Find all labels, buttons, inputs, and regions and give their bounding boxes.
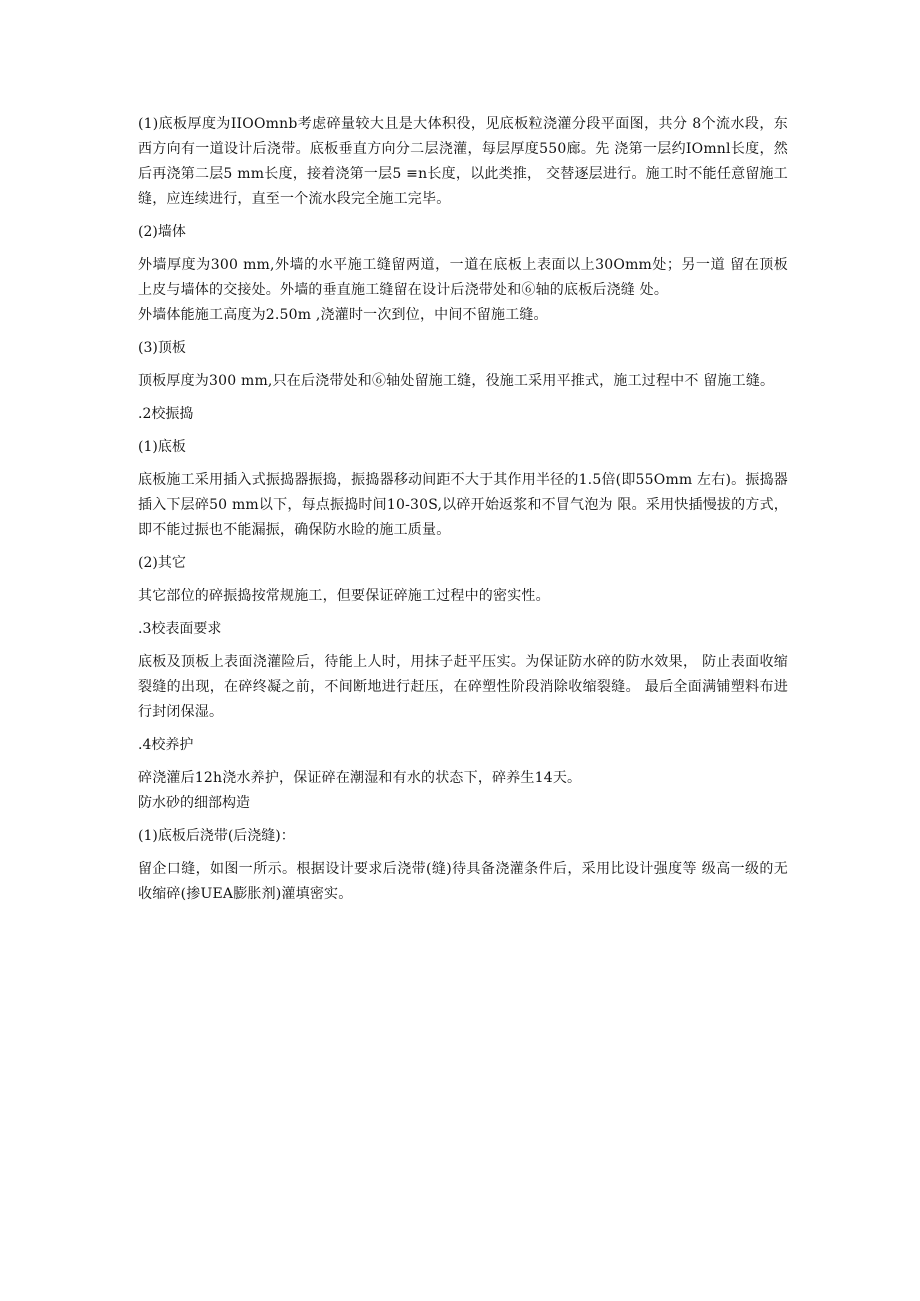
- paragraph-top-slab: 顶板厚度为300 mm,只在后浇带处和⑥轴处留施工缝，役施工采用平推式，施工过程中不 留施工缝。: [138, 373, 775, 389]
- paragraph-vibration-bottom-slab: 底板施工采用插入式振捣器振捣，振捣器移动间距不大于其作用半径的1.5倍(即55Omm 左右)。振捣器插入下层碎50 mm以下，每点振捣时间10-30S,以碎开始返浆和不冒气泡为 限。采用快插慢拔的方式，即不能过振也不能漏振，确保防水睑的施工质量。: [138, 472, 788, 538]
- heading-waterproof-details: 防水砂的细部构造: [138, 795, 250, 811]
- heading-wall: (2)墙体: [138, 224, 186, 240]
- heading-surface-requirements: .3校表面要求: [138, 621, 222, 637]
- heading-vibration-other: (2)其它: [138, 555, 186, 571]
- paragraph-surface-requirements: 底板及顶板上表面浇灌险后，待能上人时，用抹子赶平压实。为保证防水碎的防水效果， 防止表面收缩裂缝的出现，在碎终凝之前，不间断地进行赶压，在碎塑性阶段消除收缩裂缝。 最后全面满铺塑料布进行封闭保湿。: [138, 654, 788, 720]
- paragraph-post-pour-strip: 留企口缝，如图一所示。根据设计要求后浇带(缝)待具备浇灌条件后，采用比设计强度等 级高一级的无收缩碎(掺UEA膨胀剂)灌填密实。: [138, 861, 788, 902]
- heading-post-pour-strip: (1)底板后浇带(后浇缝)：: [138, 828, 295, 844]
- paragraph-bottom-slab-thickness: (1)底板厚度为IIOOmnb考虑碎量较大且是大体积役，见底板粒浇灌分段平面图，共分 8个流水段，东西方向有一道设计后浇带。底板垂直方向分二层浇灌，每层厚度550廊。先 浇第一层约IOmnl长度，然后再浇第二层5 mm长度，接着浇第一层5 ≡n长度，以此类推， 交替逐层进行。施工时不能任意留施工缝，应连续进行，直至一个流水段完全施工完毕。: [138, 116, 788, 207]
- paragraph-wall-construction-joints: 外墙厚度为300 mm,外墙的水平施工缝留两道，一道在底板上表面以上30Omm处；另一道 留在顶板上皮与墙体的交接处。外墙的垂直施工缝留在设计后浇带处和⑥轴的底板后浇缝 处。: [138, 257, 788, 298]
- heading-vibration-bottom-slab: (1)底板: [138, 439, 186, 455]
- document-body: [138, 112, 788, 915]
- paragraph-curing: 碎浇灌后12h浇水养护，保证碎在潮湿和有水的状态下，碎养生14天。: [138, 770, 582, 786]
- heading-vibration: .2校振捣: [138, 406, 194, 422]
- heading-curing: .4校养护: [138, 737, 194, 753]
- paragraph-vibration-other: 其它部位的碎振捣按常规施工，但要保证碎施工过程中的密实性。: [138, 588, 550, 604]
- heading-top-slab: (3)顶板: [138, 340, 186, 356]
- paragraph-wall-height: 外墙体能施工高度为2.50m ,浇灌时一次到位，中间不留施工缝。: [138, 307, 548, 323]
